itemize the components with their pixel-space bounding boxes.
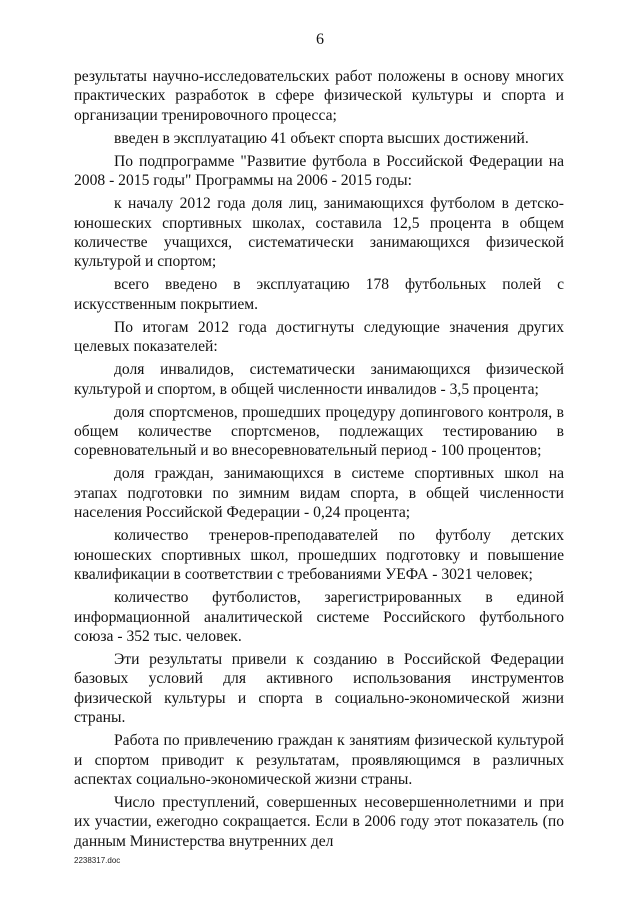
page-number: 6 [316, 31, 324, 48]
paragraph-doping-control: доля спортсменов, прошедших процедуру допингового контроля, в общем количестве спортсменов, подлежащих тестированию в соревновательный и во внесоревновательный период - 100 процентов; [74, 403, 564, 460]
paragraph-disabled-share: доля инвалидов, систематически занимающихся физической культурой и спортом, в общей численности инвалидов - 3,5 процента; [74, 361, 564, 398]
document-body [74, 67, 564, 855]
paragraph-engagement-work: Работа по привлечению граждан к занятиям физической культурой и спортом приводит к результатам, проявляющимся в различных аспектах социально-экономической жизни страны. [74, 732, 564, 788]
paragraph-football-subprogram: По подпрограмме "Развитие футбола в Российской Федерации на 2008 - 2015 годы" Программы на 2006 - 2015 годы: [74, 152, 564, 190]
paragraph-research-results: результаты научно-исследовательских работ положены в основу многих практических разработок в сфере физической культуры и спорта и организации тренировочного процесса; [74, 68, 564, 124]
paragraph-football-fields: всего введено в эксплуатацию 178 футбольных полей с искусственным покрытием. [74, 276, 564, 313]
paragraph-basic-conditions: Эти результаты привели к созданию в Российской Федерации базовых условий для активного использования инструментов физической культуры и спорта в социально-экономической жизни страны. [74, 650, 564, 727]
paragraph-facilities-commissioned: введен в эксплуатацию 41 объект спорта высших достижений. [114, 129, 529, 147]
paragraph-winter-sports: доля граждан, занимающихся в системе спортивных школ на этапах подготовки по зимним видам спорта, в общей численности населения Российской Федерации - 0,24 процента; [74, 465, 564, 522]
paragraph-juvenile-crime: Число преступлений, совершенных несовершеннолетними и при их участии, ежегодно сокращается. Если в 2006 году этот показатель (по данным Министерства внутренних дел [74, 793, 564, 850]
paragraph-uefa-coaches: количество тренеров-преподавателей по футболу детских юношеских спортивных школ, прошедших подготовку и повышение квалификации в соответствии с требованиями УЕФА - 3021 человек; [74, 527, 564, 584]
paragraph-registered-players: количество футболистов, зарегистрированных в единой информационной аналитической системе Российского футбольного союза - 352 тыс. человек. [74, 589, 564, 645]
footer-document-code: 2238317.doc [74, 856, 121, 865]
paragraph-youth-football-share: к началу 2012 года доля лиц, занимающихся футболом в детско-юношеских спортивных школах, составила 12,5 процента в общем количестве учащихся, систематически занимающихся физической культурой и спортом; [74, 195, 564, 271]
paragraph-2012-targets: По итогам 2012 года достигнуты следующие значения других целевых показателей: [74, 318, 564, 356]
